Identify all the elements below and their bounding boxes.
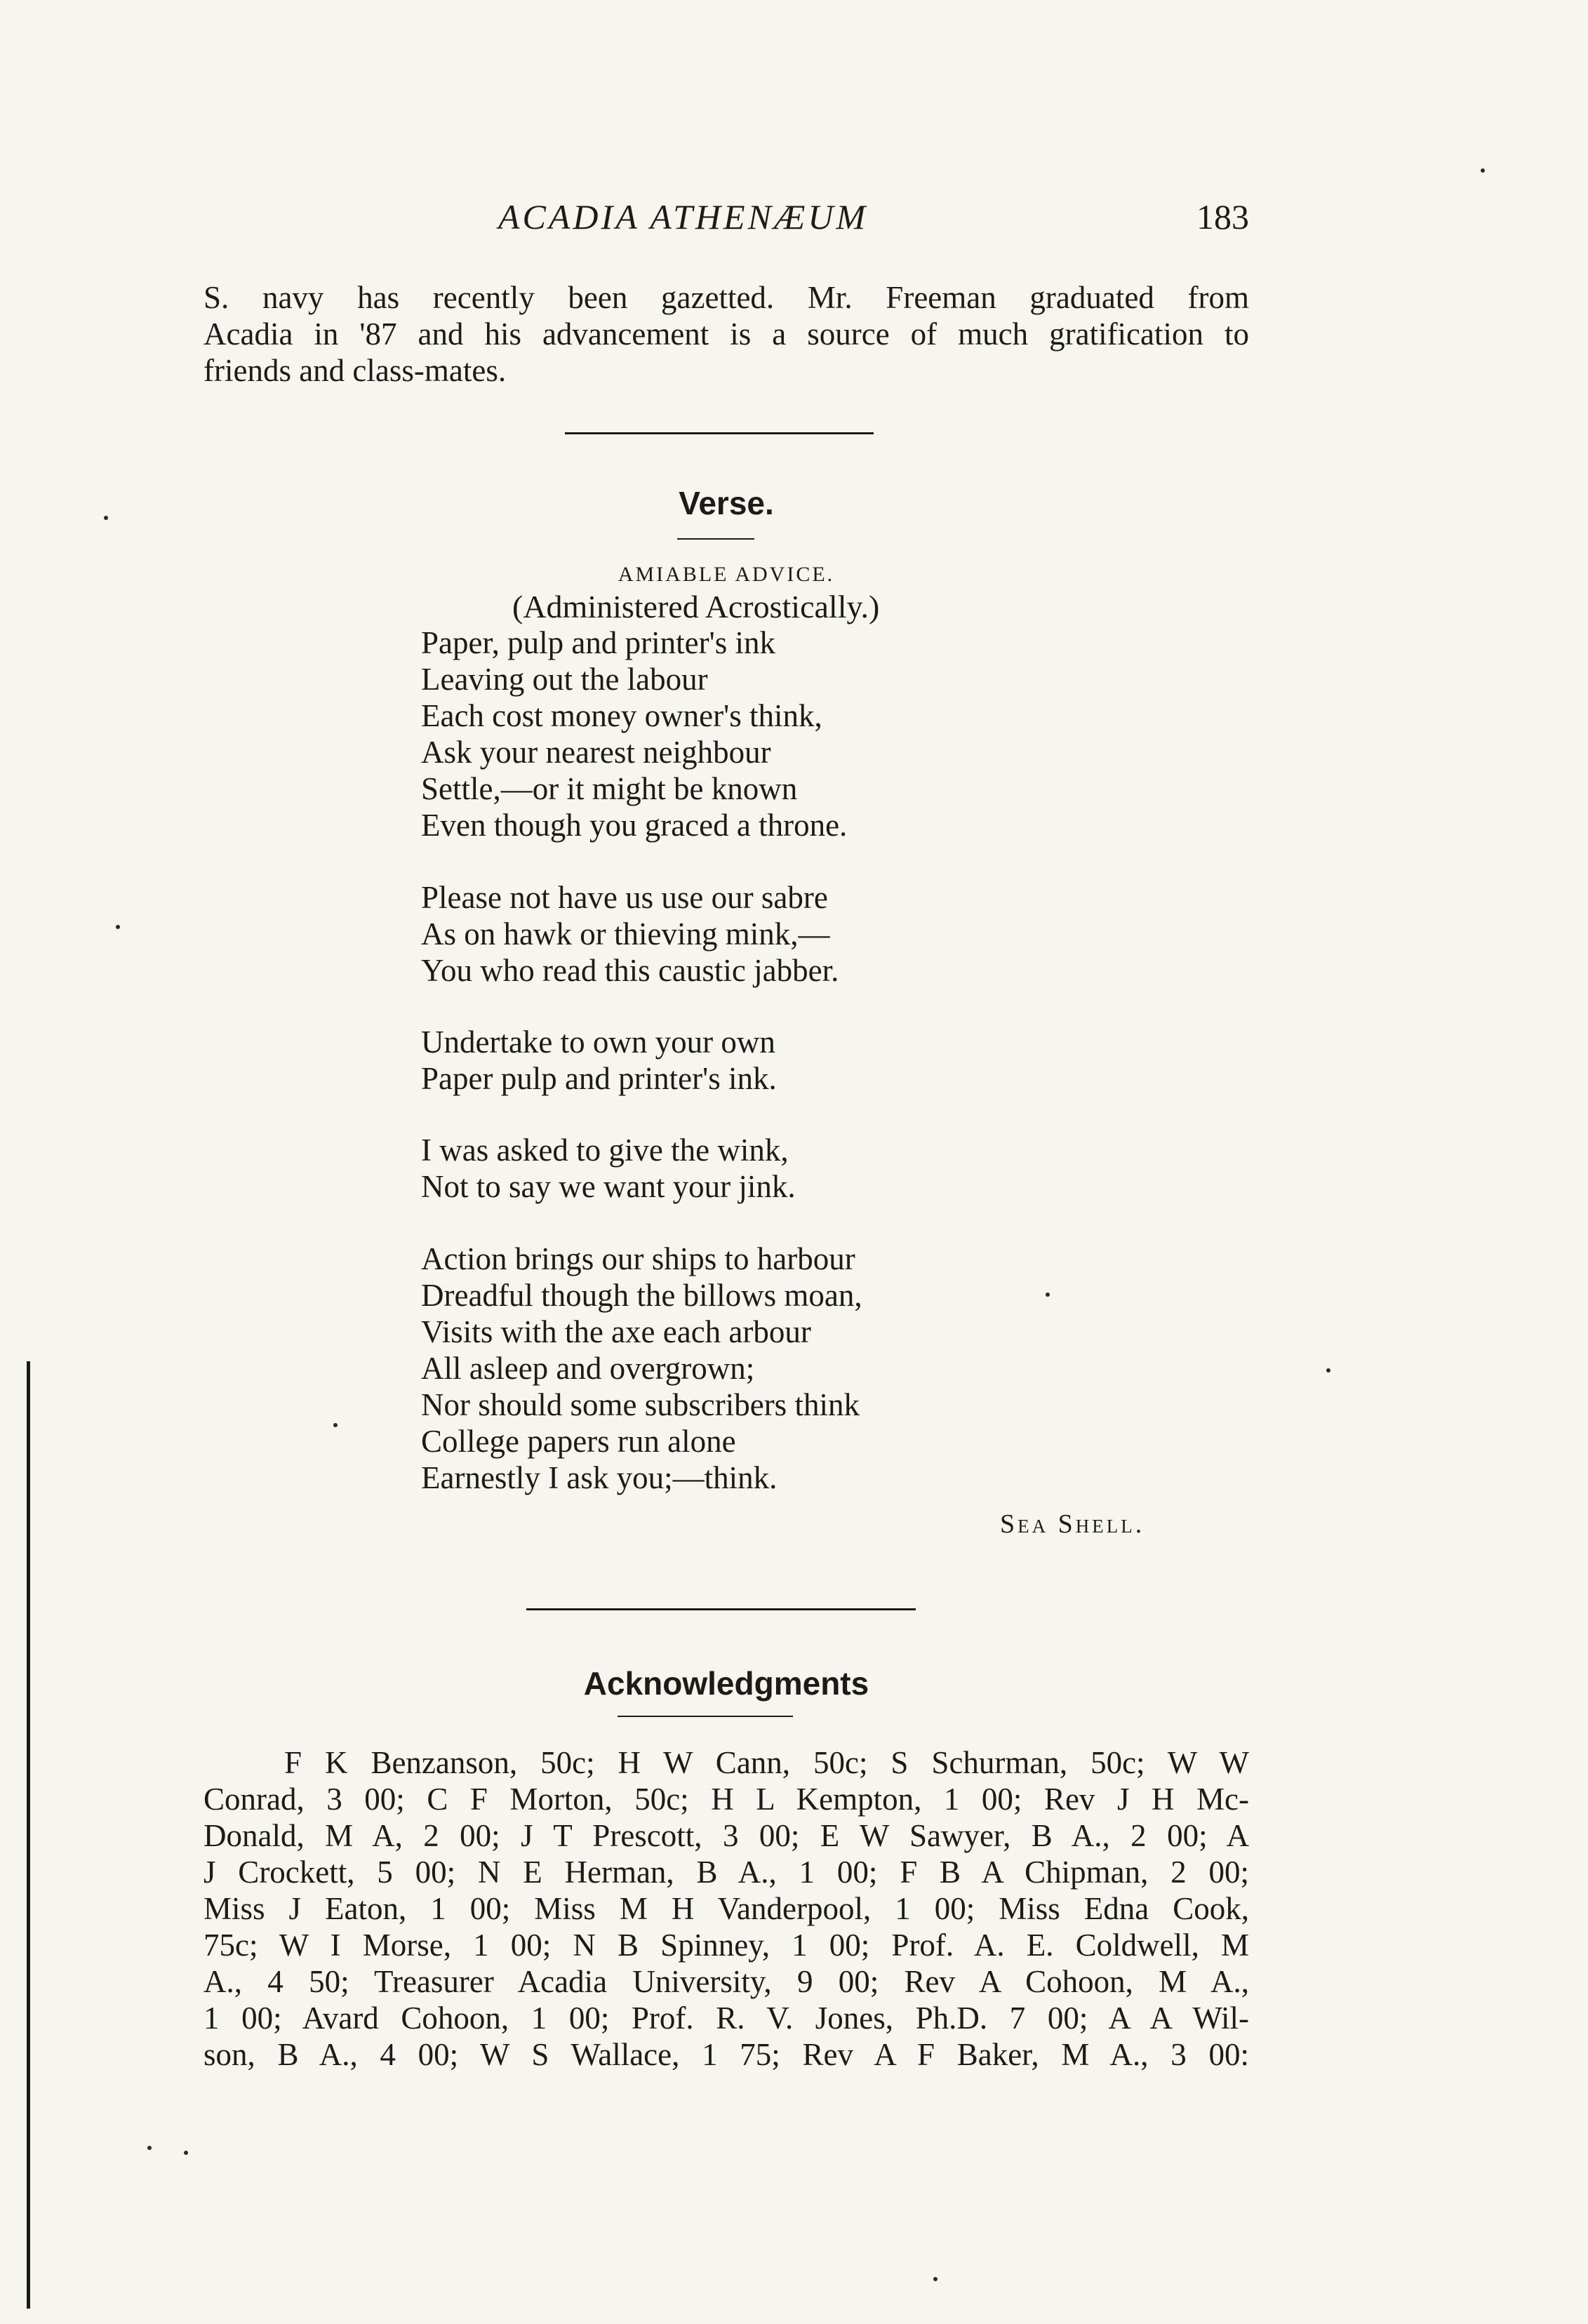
heading-underline	[677, 538, 754, 540]
journal-title: ACADIA ATHENÆUM	[498, 197, 869, 236]
page-number: 183	[1196, 197, 1249, 236]
intro-paragraph	[203, 279, 1249, 389]
acknowledgment-line: Donald, M A, 2 00; J T Prescott, 3 00; E W Sawyer, B A., 2 00; A	[203, 1818, 1249, 1853]
scan-speck	[333, 1423, 338, 1427]
scan-speck	[184, 2151, 188, 2155]
intro-line: friends and class-mates.	[203, 353, 507, 388]
poem-stanza	[421, 1024, 777, 1097]
acknowledgment-line: A., 4 50; Treasurer Acadia University, 9 00; Rev A Cohoon, M A.,	[203, 1964, 1249, 1999]
scan-speck	[147, 2146, 152, 2150]
acknowledgment-line: son, B A., 4 00; W S Wallace, 1 75; Rev A F Baker, M A., 3 00:	[203, 2037, 1249, 2072]
verse-heading: Verse.	[679, 485, 774, 521]
poem-line: Undertake to own your own	[421, 1024, 775, 1060]
poem-line: Paper pulp and printer's ink.	[421, 1061, 777, 1096]
poem-line: Dreadful though the billows moan,	[421, 1278, 862, 1313]
poem-line: Each cost money owner's think,	[421, 698, 822, 733]
section-divider	[526, 1608, 916, 1610]
scan-speck	[116, 925, 120, 929]
intro-line: S. navy has recently been gazetted. Mr. Freeman graduated from	[203, 280, 1249, 315]
poem-signature: Sea Shell.	[1000, 1509, 1145, 1539]
scan-edge-line	[27, 1361, 30, 2309]
acknowledgment-line: Conrad, 3 00; C F Morton, 50c; H L Kempton, 1 00; Rev J H Mc-	[203, 1782, 1249, 1817]
intro-line: Acadia in '87 and his advancement is a source of much gratification to	[203, 316, 1249, 352]
scan-speck	[1481, 168, 1485, 173]
poem-subtitle: (Administered Acrostically.)	[512, 589, 880, 625]
poem-line: Leaving out the labour	[421, 662, 708, 697]
poem-line: Visits with the axe each arbour	[421, 1314, 811, 1349]
acknowledgment-line: Miss J Eaton, 1 00; Miss M H Vanderpool, 1 00; Miss Edna Cook,	[203, 1891, 1249, 1926]
acknowledgments-paragraph	[203, 1744, 1249, 2073]
poem-line: You who read this caustic jabber.	[421, 953, 839, 988]
poem-line: Paper, pulp and printer's ink	[421, 625, 775, 660]
acknowledgment-line: 1 00; Avard Cohoon, 1 00; Prof. R. V. Jones, Ph.D. 7 00; A A Wil-	[203, 2001, 1249, 2036]
acknowledgment-line: F K Benzanson, 50c; H W Cann, 50c; S Schurman, 50c; W W	[284, 1745, 1249, 1780]
poem-title: AMIABLE ADVICE.	[618, 563, 835, 586]
poem-line: As on hawk or thieving mink,—	[421, 916, 830, 951]
poem-line: Please not have us use our sabre	[421, 880, 828, 915]
poem-stanza	[421, 625, 847, 843]
poem-line: All asleep and overgrown;	[421, 1351, 755, 1386]
poem-line: Not to say we want your jink.	[421, 1169, 796, 1204]
poem-line: Ask your nearest neighbour	[421, 735, 771, 770]
poem-stanza	[421, 1241, 862, 1496]
scan-speck	[933, 2277, 938, 2281]
scan-speck	[1326, 1368, 1330, 1373]
scan-speck	[1046, 1293, 1050, 1297]
poem-line: I was asked to give the wink,	[421, 1133, 789, 1168]
acknowledgment-line: 75c; W I Morse, 1 00; N B Spinney, 1 00; Prof. A. E. Coldwell, M	[203, 1928, 1249, 1963]
section-divider	[565, 432, 874, 434]
poem-line: Earnestly I ask you;—think.	[421, 1460, 778, 1495]
scan-speck	[104, 516, 108, 520]
running-head	[203, 196, 1249, 246]
poem-line: Nor should some subscribers think	[421, 1387, 860, 1422]
poem-stanza	[421, 879, 839, 989]
poem-line: Even though you graced a throne.	[421, 808, 848, 843]
poem-line: College papers run alone	[421, 1424, 736, 1459]
poem-line: Action brings our ships to harbour	[421, 1241, 855, 1276]
poem-line: Settle,—or it might be known	[421, 771, 798, 806]
poem-stanza	[421, 1132, 796, 1205]
acknowledgment-line: J Crockett, 5 00; N E Herman, B A., 1 00; F B A Chipman, 2 00;	[203, 1855, 1249, 1890]
heading-underline	[618, 1716, 793, 1717]
acknowledgments-heading: Acknowledgments	[583, 1665, 869, 1702]
